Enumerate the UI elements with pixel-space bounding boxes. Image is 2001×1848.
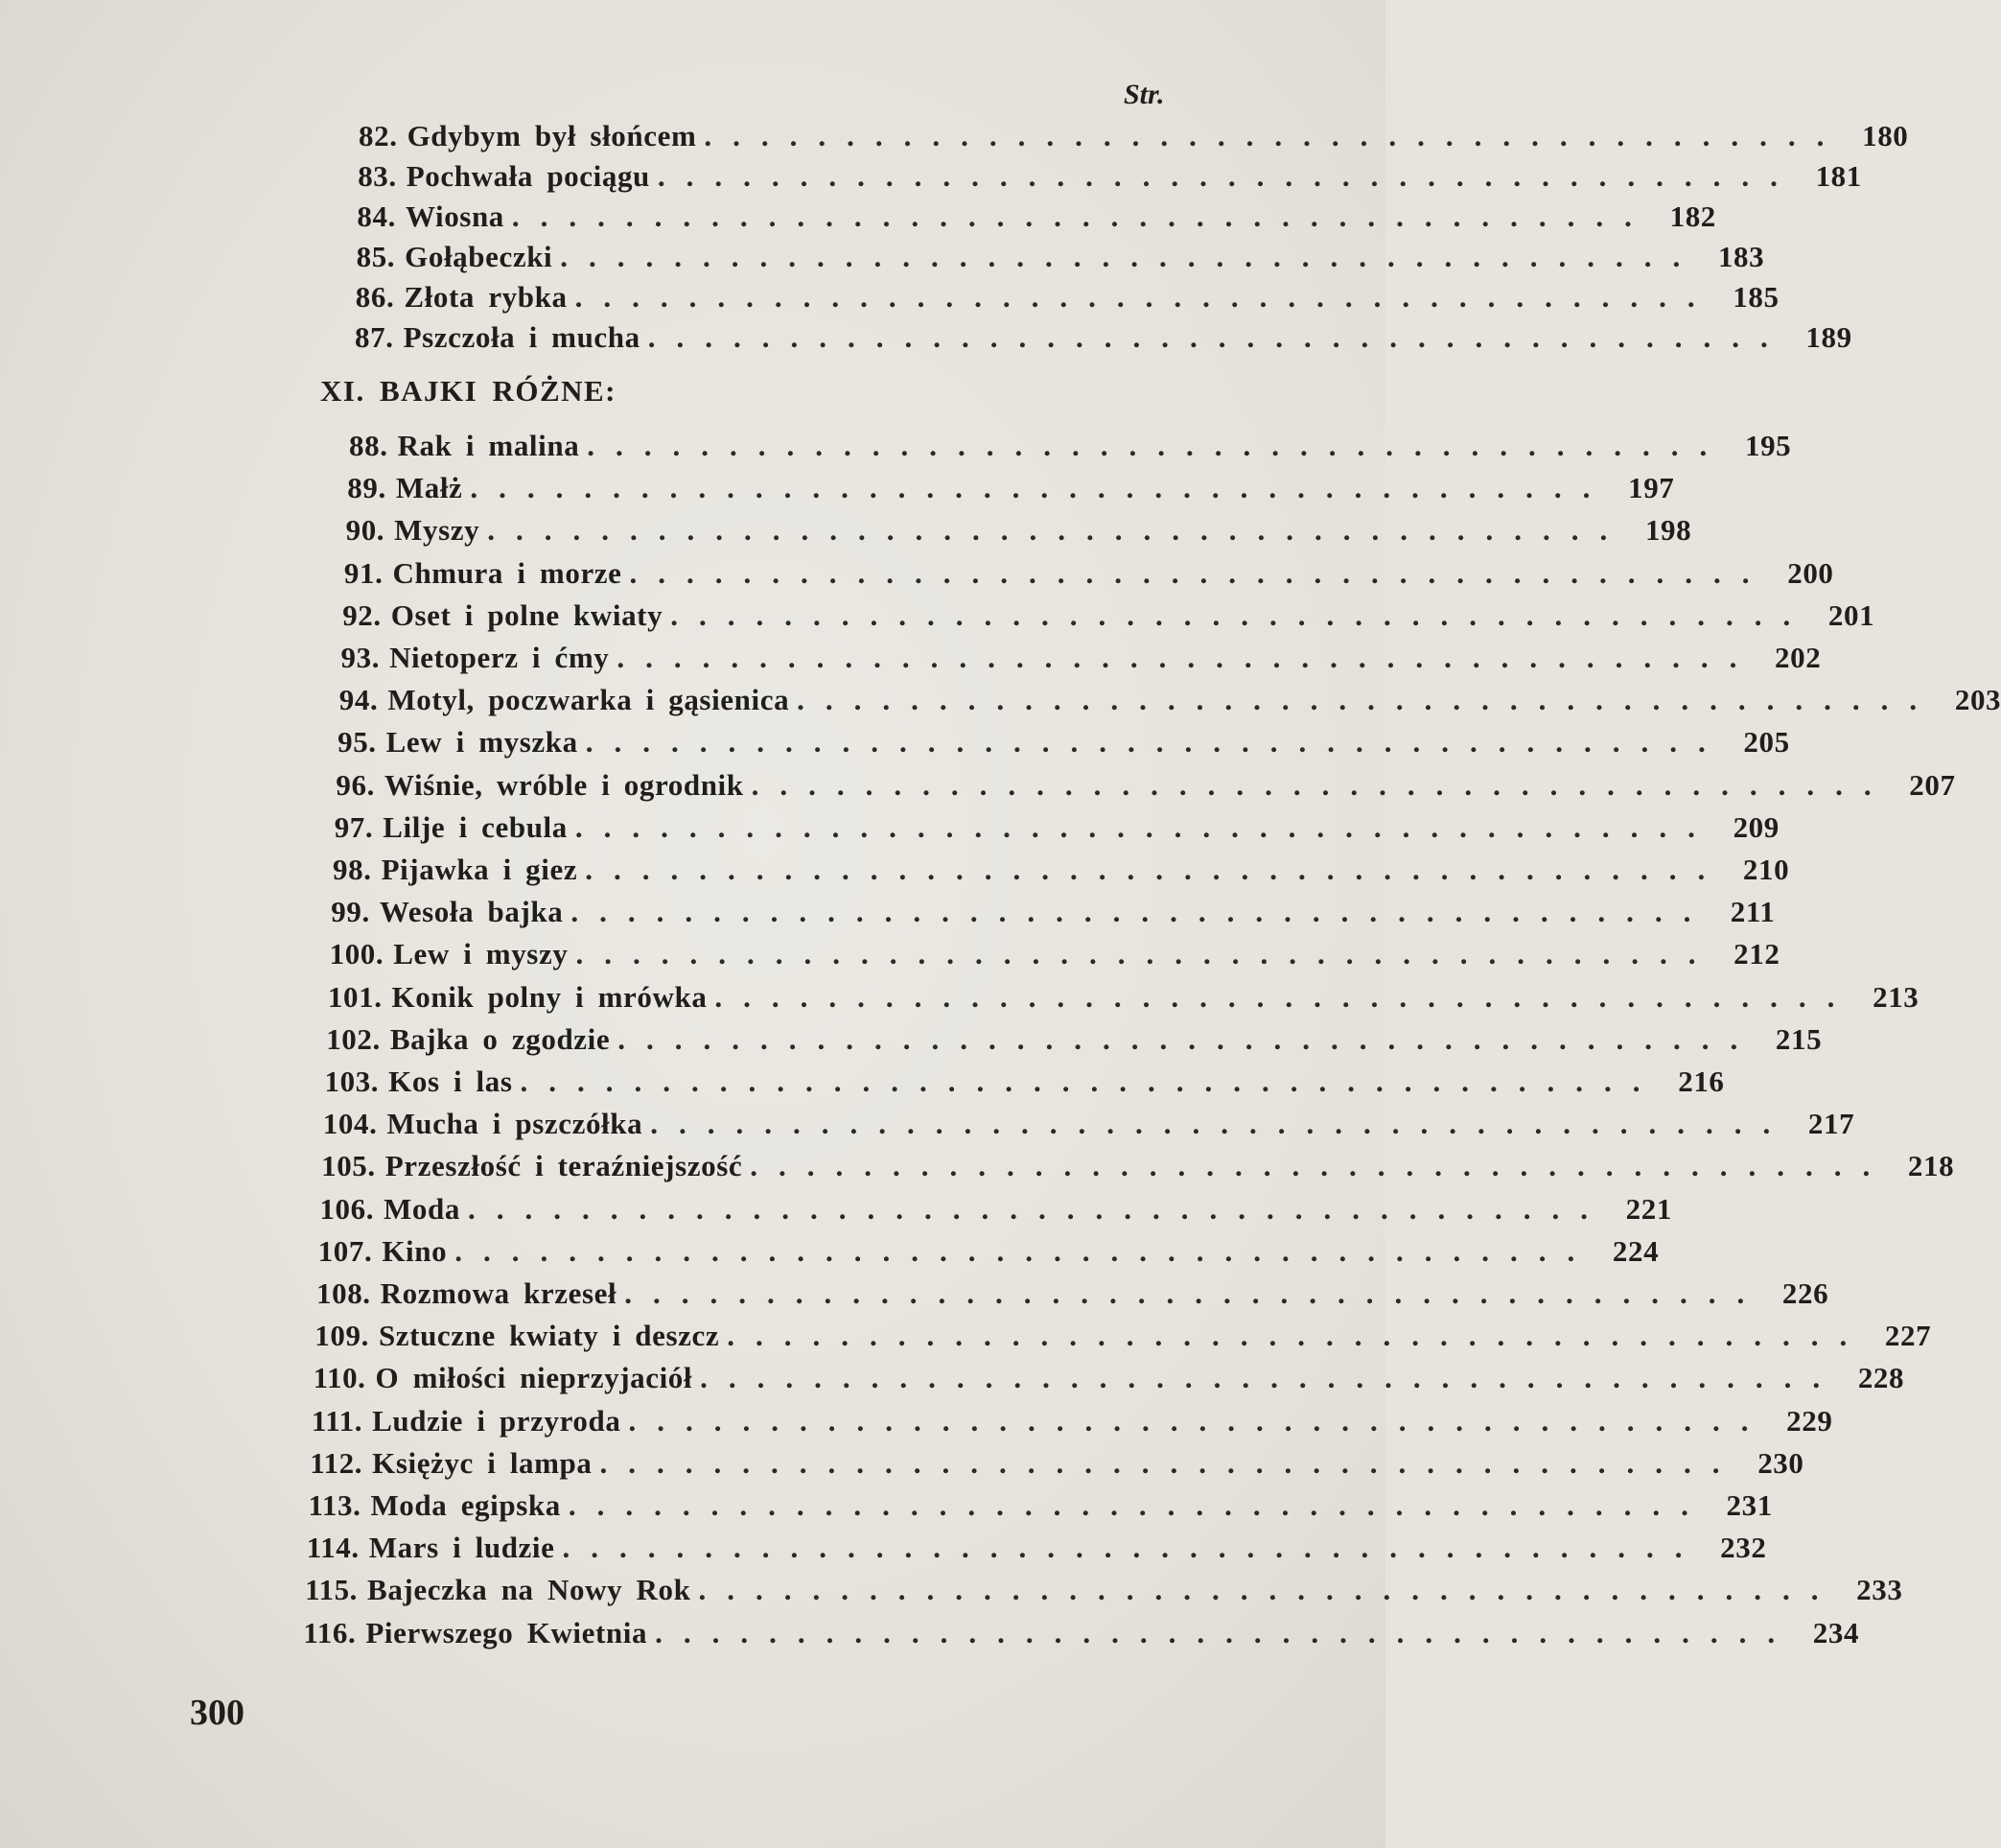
- toc-entry-title: Pochwała pociągu: [406, 159, 650, 193]
- toc-entry-title: Lilje i cebula: [383, 809, 568, 844]
- dot-leader: ........................................: [470, 471, 1612, 505]
- dot-leader: ........................................: [647, 320, 1789, 354]
- toc-entry-page: 213: [1873, 979, 1920, 1014]
- dot-leader: ........................................: [574, 809, 1716, 844]
- toc-entry: [347, 471, 1675, 509]
- dot-leader: ........................................: [629, 555, 1771, 590]
- toc-entry-number: 83.: [358, 159, 397, 193]
- toc-entry-title: Małż: [395, 471, 463, 505]
- toc-entry-title: Pierwszego Kwietnia: [365, 1615, 648, 1649]
- toc-entry: [313, 1361, 1905, 1399]
- toc-entry-number: 82.: [359, 119, 398, 152]
- toc-entry-page: 230: [1757, 1445, 1804, 1480]
- toc-entry-number: 111.: [311, 1403, 363, 1438]
- dot-leader: ........................................: [751, 767, 1893, 802]
- toc-entry-page: 217: [1807, 1107, 1855, 1141]
- toc-entry-title: Nietoperz i ćmy: [389, 641, 610, 674]
- toc-entry-page: 227: [1884, 1319, 1932, 1353]
- toc-entry-title: Gołąbeczki: [405, 240, 553, 273]
- toc-entry: [326, 1021, 1823, 1061]
- toc-entry-page: 201: [1827, 597, 1875, 632]
- toc-entry: [314, 1319, 1932, 1357]
- toc-entry: [303, 1615, 1860, 1654]
- section-heading: XI. BAJKI RÓŻNE:: [320, 374, 617, 408]
- dot-leader: ........................................: [670, 597, 1812, 632]
- toc-entry-title: Księżyc i lampa: [372, 1445, 593, 1480]
- dot-leader: ........................................: [520, 1064, 1662, 1098]
- toc-entry-number: 95.: [337, 725, 377, 760]
- toc-entry-number: 112.: [310, 1445, 363, 1480]
- toc-entry-page: 212: [1733, 937, 1780, 971]
- page-number: 300: [190, 1693, 244, 1733]
- toc-entry: [305, 1573, 1903, 1611]
- dot-leader: ........................................: [487, 513, 1629, 548]
- dot-leader: ........................................: [599, 1445, 1741, 1480]
- toc-entry-page: 228: [1857, 1361, 1905, 1395]
- dot-leader: ........................................: [655, 1615, 1797, 1649]
- toc-entry-title: O miłości nieprzyjaciół: [375, 1361, 693, 1395]
- dot-leader: ........................................: [650, 1107, 1792, 1141]
- toc-entry: [337, 725, 1790, 763]
- toc-entry: [324, 1064, 1725, 1103]
- toc-entry-number: 87.: [355, 320, 394, 354]
- toc-entry-number: 114.: [306, 1531, 360, 1565]
- toc-entry-title: Bajeczka na Nowy Rok: [367, 1573, 691, 1607]
- toc-entry-number: 96.: [336, 767, 375, 802]
- dot-leader: ........................................: [585, 725, 1727, 760]
- toc-entry: [357, 199, 1716, 238]
- dot-leader: ........................................: [714, 979, 1856, 1014]
- toc-entry-number: 109.: [314, 1319, 369, 1353]
- toc-entry: [349, 429, 1792, 467]
- toc-entry-number: 116.: [303, 1615, 357, 1649]
- dot-leader: ........................................: [700, 1361, 1842, 1395]
- toc-entry: [355, 320, 1852, 359]
- toc-entry-number: 86.: [355, 280, 395, 314]
- dot-leader: ........................................: [585, 853, 1727, 886]
- toc-entry-title: Kos i las: [388, 1064, 513, 1098]
- toc-entry: [329, 937, 1780, 975]
- toc-entry-title: Motyl, poczwarka i gąsienica: [387, 683, 790, 717]
- toc-entry: [327, 979, 1920, 1018]
- toc-entry: [308, 1488, 1773, 1527]
- toc-entry-number: 100.: [329, 937, 384, 971]
- dot-leader: ........................................: [454, 1233, 1596, 1268]
- toc-entry: [333, 853, 1790, 891]
- toc-entry-page: 195: [1744, 429, 1792, 462]
- toc-entry-page: 216: [1678, 1064, 1725, 1098]
- toc-entry-number: 90.: [345, 513, 385, 548]
- toc-entry-page: 224: [1612, 1233, 1660, 1268]
- toc-entry: [311, 1403, 1833, 1442]
- toc-entry-title: Myszy: [394, 513, 480, 548]
- toc-entry-page: 197: [1628, 471, 1675, 505]
- toc-entry-title: Ludzie i przyroda: [372, 1403, 621, 1438]
- toc-entry-page: 234: [1812, 1615, 1860, 1649]
- toc-entry-title: Oset i polne kwiaty: [390, 597, 663, 632]
- toc-entry-number: 94.: [338, 683, 379, 717]
- dot-leader: ........................................: [570, 895, 1712, 929]
- toc-entry-page: 229: [1786, 1403, 1833, 1438]
- toc-entry-page: 215: [1775, 1021, 1823, 1056]
- dot-leader: ........................................: [568, 1488, 1710, 1522]
- toc-entry-title: Gdybym był słońcem: [407, 119, 697, 152]
- toc-entry-title: Moda egipska: [370, 1488, 561, 1522]
- toc-entry: [342, 597, 1875, 637]
- toc-entry-title: Kino: [382, 1233, 448, 1268]
- toc-entry-title: Pijawka i giez: [381, 853, 578, 886]
- dot-leader: ........................................: [628, 1403, 1770, 1438]
- toc-entry-page: 181: [1815, 159, 1862, 193]
- toc-entry-number: 84.: [357, 199, 396, 233]
- toc-entry-page: 189: [1805, 320, 1852, 354]
- dot-leader: ........................................: [698, 1573, 1840, 1607]
- toc-entry-page: 221: [1625, 1191, 1672, 1226]
- dot-leader: ........................................: [574, 280, 1716, 314]
- toc-entry-number: 99.: [331, 895, 370, 929]
- toc-entry-page: 198: [1644, 513, 1692, 548]
- toc-entry: [322, 1107, 1855, 1145]
- toc-entry: [331, 895, 1776, 933]
- toc-entry: [358, 159, 1862, 198]
- toc-entry: [345, 513, 1692, 551]
- toc-entry: [359, 119, 1909, 157]
- toc-entry-title: Pszczoła i mucha: [403, 320, 640, 354]
- toc-entry-page: 226: [1781, 1276, 1829, 1310]
- toc-entry-title: Bajka o zgodzie: [389, 1021, 611, 1056]
- toc-entry-title: Wiśnie, wróble i ogrodnik: [384, 767, 744, 802]
- toc-entry-number: 98.: [333, 853, 372, 886]
- toc-entry-number: 115.: [305, 1573, 359, 1607]
- toc-entry-number: 107.: [317, 1233, 373, 1268]
- dot-leader: ........................................: [562, 1531, 1704, 1565]
- toc-entry: [316, 1276, 1829, 1315]
- toc-entry-number: 85.: [356, 240, 396, 273]
- toc-entry-page: 200: [1787, 555, 1834, 590]
- toc-entry-number: 113.: [308, 1488, 361, 1522]
- dot-leader: ........................................: [575, 937, 1717, 971]
- toc-entry-page: 205: [1743, 725, 1790, 760]
- toc-entry: [356, 240, 1765, 278]
- toc-entry-number: 108.: [316, 1276, 371, 1310]
- toc-entry-title: Konik polny i mrówka: [391, 979, 708, 1014]
- toc-entry-page: 185: [1733, 280, 1780, 314]
- toc-entry-title: Mucha i pszczółka: [386, 1107, 643, 1141]
- dot-leader: ........................................: [511, 199, 1653, 233]
- toc-entry-number: 106.: [319, 1191, 375, 1226]
- dot-leader: ........................................: [617, 641, 1758, 674]
- toc-entry-page: 211: [1730, 895, 1776, 929]
- toc-entry: [310, 1445, 1804, 1485]
- toc-entry-page: 182: [1669, 199, 1716, 233]
- toc-entry-title: Lew i myszka: [385, 725, 578, 760]
- dot-leader: ........................................: [657, 159, 1799, 193]
- toc-entry-title: Wesoła bajka: [379, 895, 564, 929]
- toc-entry-title: Mars i ludzie: [368, 1531, 555, 1565]
- toc-entry-page: 209: [1733, 809, 1780, 844]
- toc-entry-page: 180: [1862, 119, 1909, 152]
- toc-entry-number: 93.: [340, 641, 381, 674]
- toc-entry-number: 103.: [324, 1064, 380, 1098]
- toc-entry-page: 202: [1775, 641, 1822, 674]
- toc-entry-title: Sztuczne kwiaty i deszcz: [378, 1319, 720, 1353]
- toc-entry: [338, 683, 2001, 721]
- toc-entry-page: 231: [1726, 1488, 1773, 1522]
- toc-entry-title: Przeszłość i teraźniejszość: [384, 1149, 743, 1183]
- toc-entry-number: 102.: [326, 1021, 381, 1056]
- toc-entry-page: 183: [1717, 240, 1765, 273]
- toc-entry-page: 207: [1909, 767, 1956, 802]
- toc-entry-title: Rozmowa krzeseł: [380, 1276, 617, 1310]
- toc-entry-number: 91.: [343, 555, 384, 590]
- toc-entry-title: Lew i myszy: [393, 937, 569, 971]
- toc-entry: [321, 1149, 1955, 1187]
- toc-entry: [343, 555, 1834, 595]
- toc-entry-title: Chmura i morze: [392, 555, 622, 590]
- toc-entry-number: 110.: [313, 1361, 366, 1395]
- toc-entry-page: 218: [1907, 1149, 1955, 1183]
- toc-entry: [340, 641, 1822, 679]
- toc-entry-page: 203: [1954, 683, 2001, 717]
- toc-entry-title: Wiosna: [405, 199, 504, 233]
- toc-entry-page: 232: [1720, 1531, 1767, 1565]
- toc-entry-number: 92.: [342, 597, 382, 632]
- toc-entry: [306, 1531, 1767, 1569]
- toc-entry-page: 233: [1856, 1573, 1903, 1607]
- toc-entry: [336, 767, 1956, 807]
- dot-leader: ........................................: [467, 1191, 1609, 1226]
- dot-leader: ........................................: [797, 683, 1939, 717]
- toc-entry-number: 104.: [322, 1107, 378, 1141]
- toc-entry-number: 101.: [327, 979, 383, 1014]
- dot-leader: ........................................: [704, 119, 1846, 152]
- toc-entry-title: Rak i malina: [397, 429, 580, 462]
- toc-entry-number: 97.: [334, 809, 374, 844]
- toc-entry: [317, 1233, 1660, 1273]
- dot-leader: ........................................: [750, 1149, 1892, 1183]
- toc-entry: [355, 280, 1780, 318]
- toc-entry-number: 88.: [349, 429, 388, 462]
- dot-leader: ........................................: [587, 429, 1729, 462]
- toc-entry-title: Złota rybka: [404, 280, 568, 314]
- toc-entry-title: Moda: [384, 1191, 460, 1226]
- toc-entry: [334, 809, 1780, 849]
- dot-leader: ........................................: [560, 240, 1702, 273]
- toc-entry-number: 105.: [321, 1149, 376, 1183]
- page-column-label: Str.: [1124, 79, 1165, 110]
- dot-leader: ........................................: [617, 1021, 1759, 1056]
- toc-entry-page: 210: [1742, 853, 1790, 886]
- toc-entry-number: 89.: [347, 471, 386, 505]
- toc-entry: [319, 1191, 1672, 1230]
- dot-leader: ........................................: [624, 1276, 1766, 1310]
- dot-leader: ........................................: [727, 1319, 1869, 1353]
